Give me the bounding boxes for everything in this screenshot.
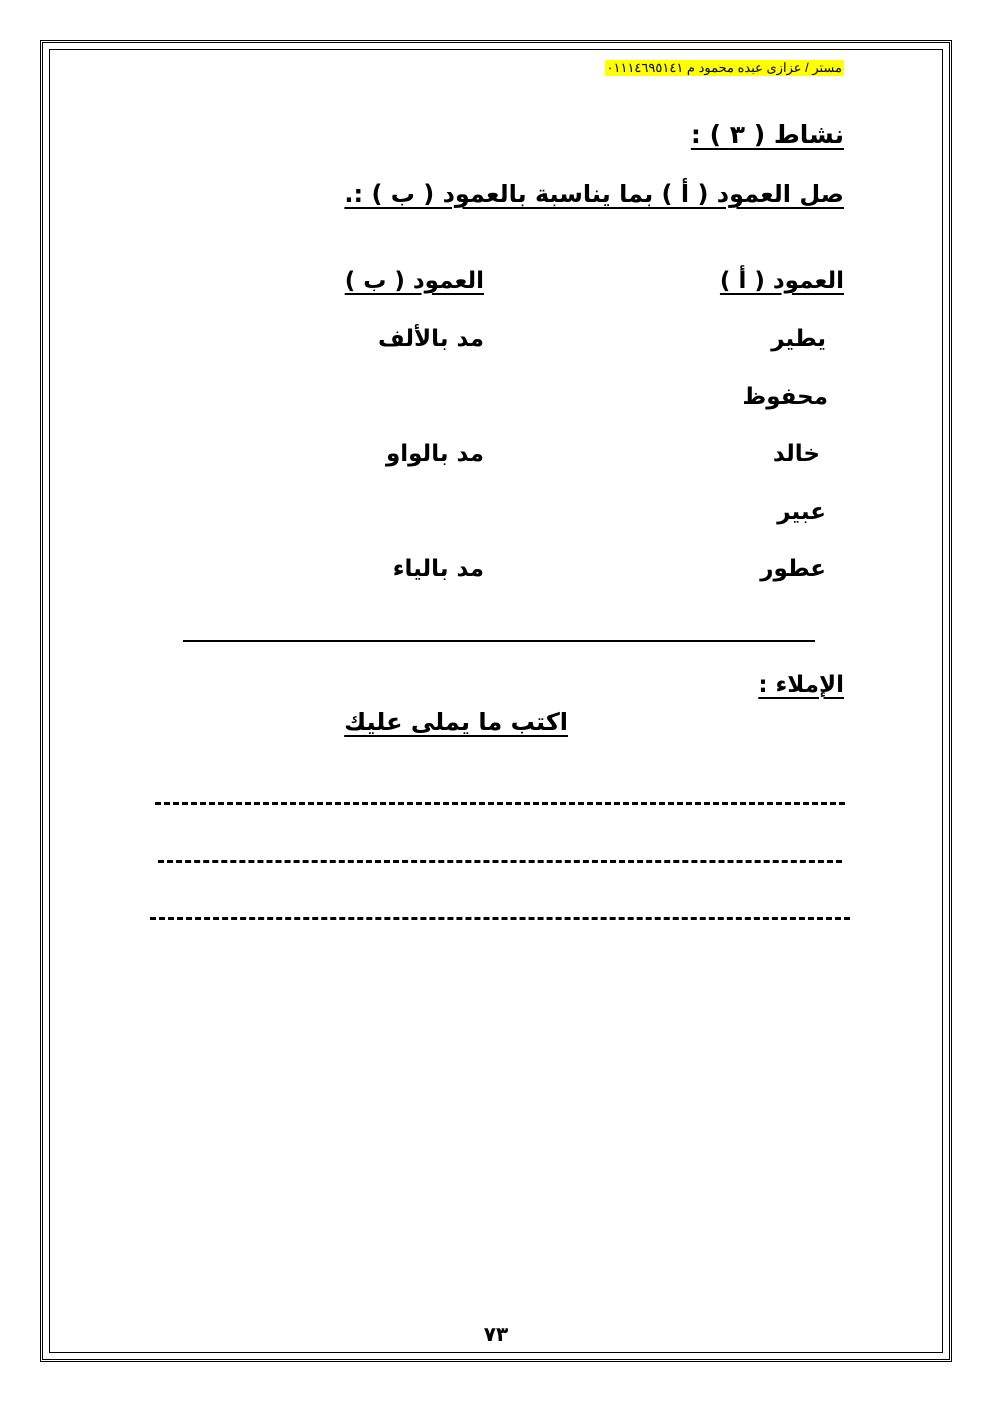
activity-instruction: صل العمود ( أ ) بما يناسبة بالعمود ( ب ) :. (344, 180, 844, 208)
page-border (40, 40, 952, 1362)
dictation-title: الإملاء : (758, 672, 844, 698)
writing-line[interactable] (155, 802, 845, 805)
column-a-item: يطير (771, 326, 826, 352)
column-a-item: عبير (777, 499, 826, 525)
activity-title: نشاط ( ٣ ) : (690, 120, 844, 149)
column-a-item: خالد (772, 441, 820, 467)
author-header: مستر / عزازى عبده محمود م ٠١١١٤٦٩٥١٤١ (606, 60, 842, 75)
column-b-item: مد بالألف (378, 326, 484, 352)
column-a-item: محفوظ (742, 384, 828, 410)
column-b-header: العمود ( ب ) (344, 268, 484, 294)
writing-line[interactable] (150, 917, 850, 920)
writing-line[interactable] (158, 860, 842, 863)
column-b-item: مد بالواو (385, 441, 484, 467)
column-b-item: مد بالياء (392, 556, 484, 582)
column-a-item: عطور (760, 556, 826, 582)
dictation-instruction: اكتب ما يملى عليك (344, 708, 568, 736)
page-border-inner (49, 49, 943, 1353)
column-a-header: العمود ( أ ) (719, 268, 844, 294)
page-number: ٧٣ (483, 1322, 509, 1346)
section-divider (183, 640, 815, 642)
